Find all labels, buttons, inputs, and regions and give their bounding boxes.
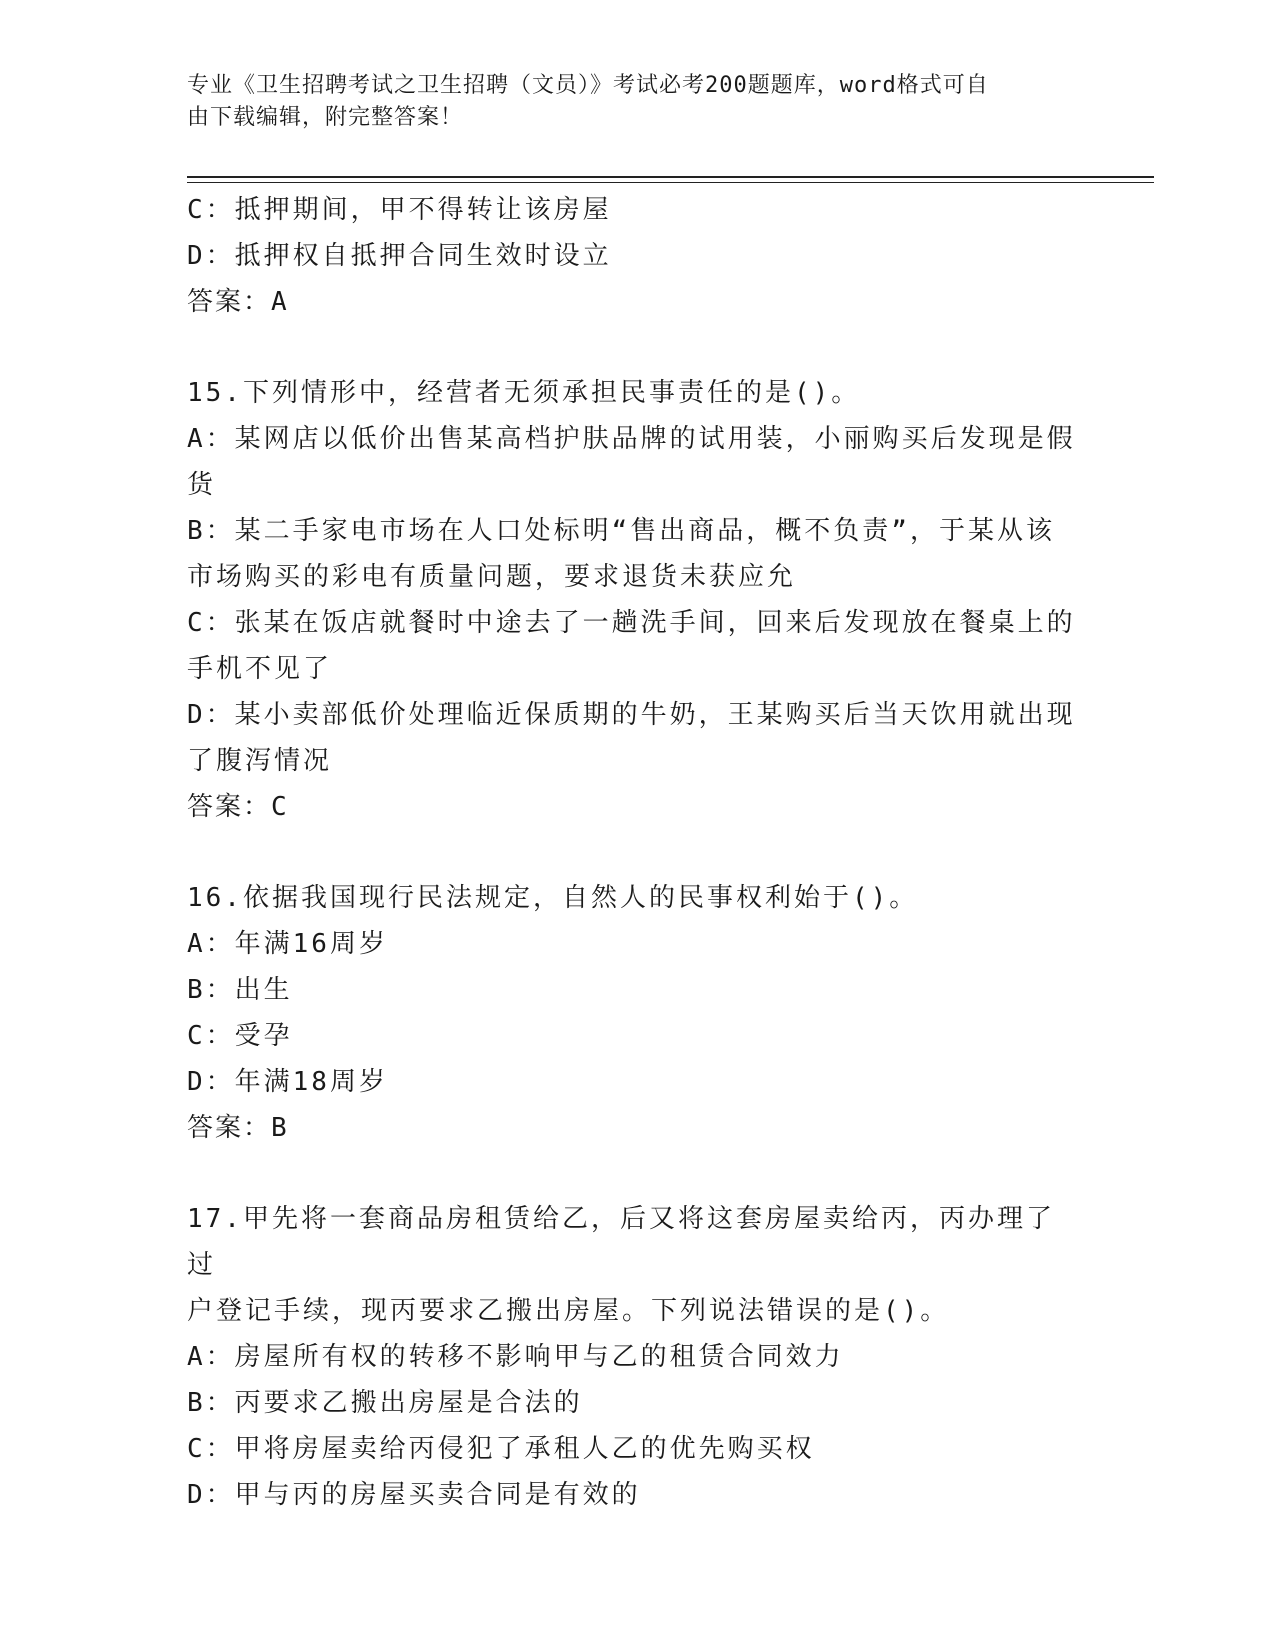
question-stem: 16.依据我国现行民法规定，自然人的民事权利始于()。 <box>187 883 919 913</box>
spacer <box>187 325 1077 370</box>
option-b: B：丙要求乙搬出房屋是合法的 <box>187 1388 583 1418</box>
spacer <box>187 830 1077 875</box>
question-stem-line-1: 17.甲先将一套商品房租赁给乙，后又将这套房屋卖给丙，丙办理了过 <box>187 1204 1055 1280</box>
question-17 <box>187 1196 1077 1518</box>
option-d-line-2: 了腹泻情况 <box>187 746 333 776</box>
answer: 答案：A <box>187 287 289 317</box>
option-a-line-1: A：某网店以低价出售某高档护肤品牌的试用装，小丽购买后发现是假 <box>187 424 1076 454</box>
option-c-line-1: C：张某在饭店就餐时中途去了一趟洗手间，回来后发现放在餐桌上的 <box>187 608 1076 638</box>
answer: 答案：B <box>187 1113 289 1143</box>
header-line-1: 专业《卫生招聘考试之卫生招聘（文员）》考试必考200题题库，word格式可自 <box>187 73 989 98</box>
document-body <box>187 187 1077 1518</box>
question-14-tail <box>187 187 1077 325</box>
option-d-line-1: D：某小卖部低价处理临近保质期的牛奶，王某购买后当天饮用就出现 <box>187 700 1076 730</box>
option-a: A：年满16周岁 <box>187 929 388 959</box>
question-15 <box>187 370 1077 830</box>
header-line-2: 由下载编辑，附完整答案！ <box>187 105 464 130</box>
option-c: C：抵押期间，甲不得转让该房屋 <box>187 195 612 225</box>
option-b-line-2: 市场购买的彩电有质量问题，要求退货未获应允 <box>187 562 797 592</box>
option-a-line-2: 货 <box>187 470 217 500</box>
question-stem-line-2: 户登记手续，现丙要求乙搬出房屋。下列说法错误的是()。 <box>187 1296 950 1326</box>
option-c: C：甲将房屋卖给丙侵犯了承租人乙的优先购买权 <box>187 1434 815 1464</box>
document-header <box>187 70 1067 134</box>
option-c: C：受孕 <box>187 1021 293 1051</box>
question-stem: 15.下列情形中，经营者无须承担民事责任的是()。 <box>187 378 861 408</box>
option-c-line-2: 手机不见了 <box>187 654 333 684</box>
question-16 <box>187 875 1077 1151</box>
header-rule-thick <box>187 176 1154 178</box>
option-a: A：房屋所有权的转移不影响甲与乙的租赁合同效力 <box>187 1342 844 1372</box>
option-b-line-1: B：某二手家电市场在人口处标明“售出商品，概不负责”，于某从该 <box>187 516 1055 546</box>
answer: 答案：C <box>187 792 289 822</box>
option-d: D：甲与丙的房屋买卖合同是有效的 <box>187 1480 641 1510</box>
header-rule-thin <box>187 182 1154 183</box>
option-d: D：抵押权自抵押合同生效时设立 <box>187 241 612 271</box>
spacer <box>187 1151 1077 1196</box>
option-d: D：年满18周岁 <box>187 1067 388 1097</box>
option-b: B：出生 <box>187 975 293 1005</box>
